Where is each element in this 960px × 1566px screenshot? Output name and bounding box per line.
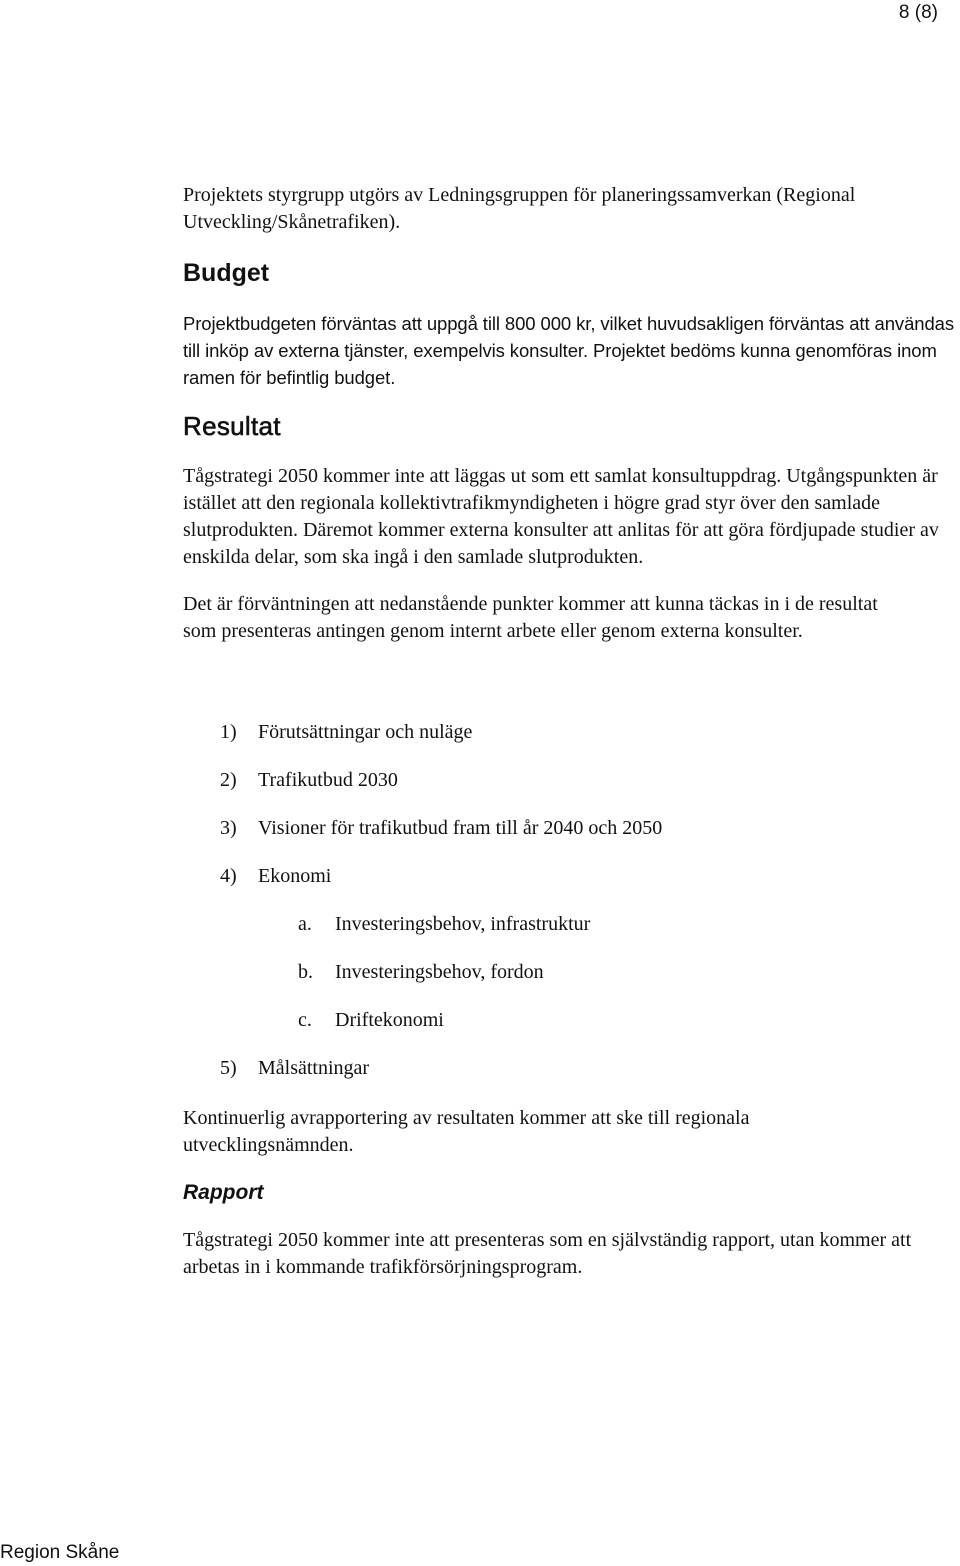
- resultat-paragraph-1: Tågstrategi 2050 kommer inte att läggas ut som ett samlat konsultuppdrag. Utgångspunkten är istället att den regionala kollektivtrafikmyndigheten i högre grad styr över den samlade slutprodukten. Däremot kommer externa konsulter att anlitas för att göra fördjupade studier av enskilda delar, som ska ingå i den samlade slutprodukten.: [183, 465, 939, 568]
- sub-list-item: [298, 961, 544, 984]
- budget-paragraph: Projektbudgeten förväntas att uppgå till 800 000 kr, vilket huvudsakligen förväntas att användas till inköp av externa tjänster, exempelvis konsulter. Projektet bedöms kunna genomföras inom ramen för befintlig budget.: [183, 313, 954, 388]
- list-marker: b.: [298, 961, 313, 983]
- page-number: 8 (8): [898, 2, 938, 23]
- list-marker: c.: [298, 1009, 312, 1031]
- document-body-continued: [183, 1105, 958, 1281]
- list-item: [220, 817, 662, 840]
- resultat-heading: Resultat: [183, 411, 281, 441]
- sub-list-item: [298, 1009, 444, 1032]
- list-marker: a.: [298, 913, 312, 935]
- list-marker: 4): [220, 865, 237, 887]
- budget-heading: Budget: [183, 259, 270, 287]
- list-text: Driftekonomi: [335, 1009, 444, 1031]
- list-text: Ekonomi: [258, 865, 332, 887]
- list-item: [220, 721, 472, 744]
- list-marker: 1): [220, 721, 237, 743]
- resultat-paragraph-3: Kontinuerlig avrapportering av resultaten kommer att ske till regionala utvecklingsnämnden.: [183, 1107, 750, 1156]
- footer-organization: Region Skåne: [0, 1542, 120, 1563]
- document-body: [183, 182, 958, 645]
- list-marker: 3): [220, 817, 237, 839]
- list-item: [220, 769, 398, 792]
- list-marker: 5): [220, 1057, 237, 1079]
- list-item: [220, 1057, 369, 1080]
- sub-list-item: [298, 913, 590, 936]
- list-text: Visioner för trafikutbud fram till år 2040 och 2050: [258, 817, 663, 839]
- list-text: Förutsättningar och nuläge: [258, 721, 473, 743]
- list-text: Trafikutbud 2030: [258, 769, 398, 791]
- list-text: Investeringsbehov, fordon: [335, 961, 544, 983]
- resultat-paragraph-2: Det är förväntningen att nedanstående punkter kommer att kunna täckas in i de resultat som presenteras antingen genom internt arbete eller genom externa konsulter.: [183, 593, 878, 642]
- list-item: [220, 865, 331, 888]
- list-text: Investeringsbehov, infrastruktur: [335, 913, 591, 935]
- intro-paragraph: Projektets styrgrupp utgörs av Ledningsgruppen för planeringssamverkan (Regional Utveckling/Skånetrafiken).: [183, 184, 856, 233]
- rapport-heading: Rapport: [183, 1181, 264, 1204]
- list-marker: 2): [220, 769, 237, 791]
- rapport-paragraph: Tågstrategi 2050 kommer inte att presenteras som en självständig rapport, utan kommer att arbetas in i kommande trafikförsörjningsprogram.: [183, 1229, 912, 1278]
- list-text: Målsättningar: [258, 1057, 370, 1079]
